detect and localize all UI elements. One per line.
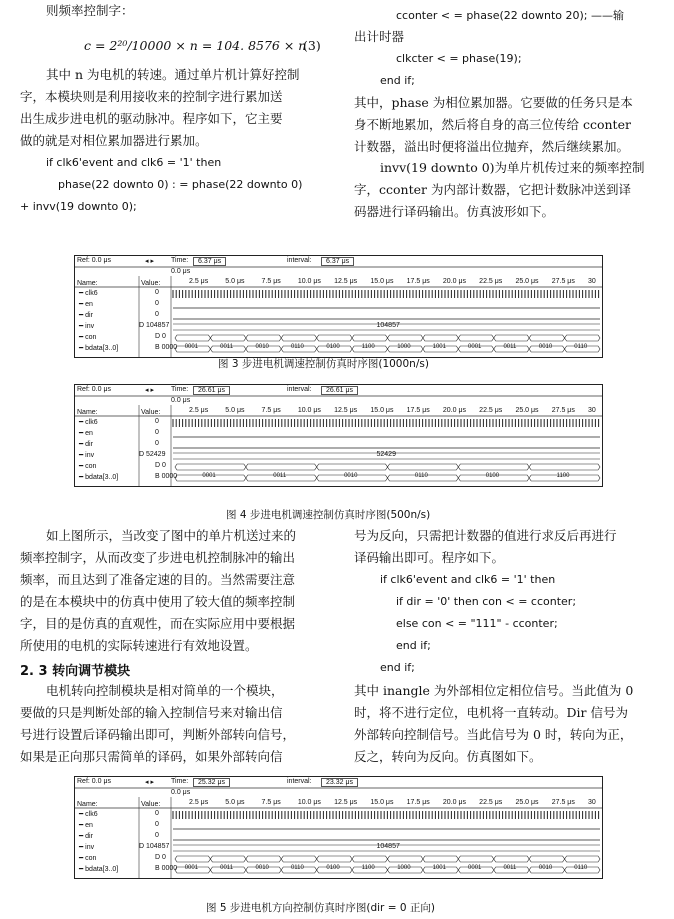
time-tick: 2.5 μs [189, 278, 209, 285]
equation: c = 2²⁰/10000 × n = 104. 8576 × n [84, 38, 307, 53]
bus-segment [175, 335, 210, 341]
text-line: 字，cconter 为内部计数器，它把计数脉冲送到译 [354, 182, 631, 197]
text-line: 做的就是对相位累加器进行累加。 [20, 133, 208, 148]
bus-segment [565, 335, 600, 341]
time-tick: 2.5 μs [189, 407, 209, 414]
clock-waveform [173, 290, 599, 298]
bus-segment [317, 335, 352, 341]
signal-name: ━ inv [79, 452, 95, 459]
time-tick: 22.5 μs [479, 799, 503, 806]
bdata-value: 0001 [468, 865, 482, 871]
time-tick: 7.5 μs [261, 799, 281, 806]
interval-field: 26.61 μs [321, 386, 358, 395]
signal-name: ━ clk6 [79, 290, 98, 297]
signal-value: 0 [155, 289, 159, 296]
signal-value: B 0000 [155, 865, 178, 872]
time-tick: 7.5 μs [261, 278, 281, 285]
text-line: 电机转向控制模块是相对简单的一个模块， [46, 683, 284, 698]
time-tick: 17.5 μs [406, 278, 430, 285]
time-tick: 30 [588, 407, 596, 414]
bus-segment [352, 856, 387, 862]
signal-value: D 104857 [139, 322, 170, 329]
bdata-value: 0011 [220, 865, 234, 871]
time-tick: 25.0 μs [515, 278, 539, 285]
bdata-value: 0010 [344, 473, 358, 479]
bus-value-label: 104857 [376, 322, 400, 329]
interval-label: interval: [287, 778, 312, 785]
time-zero-label: 0.0 μs [171, 397, 191, 404]
signal-name: ━ con [79, 334, 97, 341]
signal-name: ━ bdata[3..0] [79, 474, 119, 481]
bus-segment [388, 464, 459, 470]
bus-segment [352, 335, 387, 341]
bdata-value: 0110 [574, 344, 588, 350]
signal-value: D 0 [155, 333, 166, 340]
cursor-nav-icon: ◂ ▸ [145, 387, 154, 394]
name-header: Name: [77, 409, 98, 416]
signal-name: ━ en [79, 301, 93, 308]
bus-segment [529, 856, 564, 862]
text-line: 其中 n 为电机的转速。通过单片机计算好控制 [46, 67, 300, 82]
bus-segment [388, 335, 423, 341]
bdata-value: 0011 [273, 473, 287, 479]
code-line: clkcter < = phase(19); [396, 52, 522, 65]
bus-segment [565, 856, 600, 862]
time-tick: 10.0 μs [297, 799, 321, 806]
signal-value: 0 [155, 300, 159, 307]
time-tick: 20.0 μs [442, 799, 467, 806]
bus-segment [458, 464, 529, 470]
bus-value-label: 52429 [376, 451, 396, 458]
bus-segment [423, 856, 458, 862]
figure-caption: 图 4 步进电机调速控制仿真时序图(500n/s) [226, 509, 431, 521]
bdata-value: 0110 [574, 865, 588, 871]
bdata-value: 0011 [220, 344, 234, 350]
text-line: 时，将不进行定位，电机将一直转动。Dir 信号为 [354, 705, 628, 720]
name-header: Name: [77, 280, 98, 287]
signal-value: 0 [155, 418, 159, 425]
bdata-value: 0010 [255, 344, 269, 350]
time-label: Time: [171, 778, 189, 785]
bus-segment [281, 856, 316, 862]
time-tick: 30 [588, 278, 596, 285]
time-tick: 20.0 μs [442, 407, 467, 414]
interval-label: interval: [287, 386, 312, 393]
time-tick: 12.5 μs [334, 278, 358, 285]
text-line: 其中 inangle 为外部相位定相位信号。当此值为 0 [354, 683, 634, 698]
time-tick: 5.0 μs [225, 799, 245, 806]
code-line: phase(22 downto 0) : = phase(22 downto 0) [58, 178, 303, 191]
bdata-value: 0010 [538, 344, 553, 350]
time-field: 26.61 μs [193, 386, 230, 395]
time-tick: 12.5 μs [334, 407, 358, 414]
text-line: invv(19 downto 0)为单片机传过来的频率控制 [380, 160, 645, 175]
time-tick: 10.0 μs [297, 278, 321, 285]
bus-segment [458, 335, 493, 341]
text-line: 字，目的是仿真的直观性，而在实际应用中要根据 [20, 616, 296, 631]
signal-name: ━ dir [79, 833, 93, 840]
text-line: 号进行设置后译码输出即可，判断外部转向信号， [20, 727, 296, 742]
bus-value-label: 104857 [376, 843, 400, 850]
clock-waveform [173, 419, 599, 427]
code-line: end if; [380, 661, 415, 674]
bus-segment [458, 856, 493, 862]
text-line: 字，本模块则是利用接收来的控制字进行累加送 [20, 89, 283, 104]
bdata-value: 0011 [503, 344, 517, 350]
signal-name: ━ clk6 [79, 811, 98, 818]
code-line: if clk6'event and clk6 = '1' then [46, 156, 222, 169]
signal-name: ━ en [79, 430, 93, 437]
signal-value: 0 [155, 429, 159, 436]
text-line: 要做的只是判断处部的输入控制信号来对输出信 [20, 705, 283, 720]
text-line: 如果是正向那只需简单的译码，如果外部转向信 [20, 749, 283, 764]
signal-value: B 0000 [155, 344, 178, 351]
cursor-nav-icon: ◂ ▸ [145, 779, 154, 786]
interval-label: interval: [287, 257, 312, 264]
bdata-value: 0110 [290, 344, 304, 350]
bdata-value: 1000 [397, 865, 411, 871]
text-line: 反之，转向为反向。仿真图如下。 [354, 749, 542, 764]
interval-field: 23.32 μs [321, 778, 358, 787]
time-tick: 27.5 μs [551, 799, 575, 806]
time-field: 25.32 μs [193, 778, 230, 787]
text-line: 外部转向控制信号。当此信号为 0 时，转向为正， [354, 727, 633, 742]
text-line: 译码输出即可。程序如下。 [354, 550, 505, 565]
time-zero-label: 0.0 μs [171, 268, 191, 275]
time-label: Time: [171, 386, 189, 393]
interval-field: 6.37 μs [321, 257, 354, 266]
value-header: Value: [141, 409, 161, 416]
bus-segment [175, 856, 210, 862]
code-line: if dir = '0' then con < = cconter; [396, 595, 577, 608]
text-line: 身不断地累加，然后将自身的高三位传给 cconter [354, 117, 631, 132]
bus-segment [494, 335, 529, 341]
bus-segment [246, 856, 281, 862]
signal-value: D 0 [155, 462, 166, 469]
text-line: 则频率控制字： [46, 3, 134, 18]
ref-field: Ref: 0.0 μs [77, 778, 111, 785]
signal-name: ━ con [79, 855, 97, 862]
bus-segment [210, 856, 245, 862]
equation-number: (3) [303, 38, 321, 53]
bdata-value: 0010 [538, 865, 553, 871]
bdata-value: 0011 [503, 865, 517, 871]
time-tick: 15.0 μs [370, 799, 394, 806]
text-line: 号为反向，只需把计数器的值进行求反后再进行 [354, 528, 617, 543]
section-heading: 2. 3 转向调节模块 [20, 664, 131, 679]
time-tick: 22.5 μs [479, 407, 503, 414]
time-tick: 27.5 μs [551, 278, 575, 285]
bus-segment [210, 335, 245, 341]
time-tick: 2.5 μs [189, 799, 209, 806]
waveform-figure-5 [74, 776, 603, 879]
waveform-figure-3 [74, 255, 603, 358]
bdata-value: 0001 [468, 344, 482, 350]
bdata-value: 1000 [397, 344, 411, 350]
time-tick: 30 [588, 799, 596, 806]
bus-segment [246, 464, 317, 470]
time-tick: 27.5 μs [551, 407, 575, 414]
time-field: 6.37 μs [193, 257, 226, 266]
figure-caption: 图 5 步进电机方向控制仿真时序图(dir = 0 正向) [206, 902, 435, 914]
time-tick: 7.5 μs [261, 407, 281, 414]
bdata-value: 1100 [556, 473, 570, 479]
clock-waveform [173, 811, 599, 819]
signal-value: 0 [155, 440, 159, 447]
value-header: Value: [141, 801, 161, 808]
time-tick: 20.0 μs [442, 278, 467, 285]
signal-value: D 104857 [139, 843, 170, 850]
cursor-nav-icon: ◂ ▸ [145, 258, 154, 265]
signal-name: ━ bdata[3..0] [79, 345, 119, 352]
bdata-value: 0001 [184, 865, 199, 871]
time-tick: 25.0 μs [515, 799, 539, 806]
text-line: 出计时器 [354, 29, 405, 44]
time-tick: 22.5 μs [479, 278, 503, 285]
bus-segment [317, 856, 352, 862]
code-line: if clk6'event and clk6 = '1' then [380, 573, 556, 586]
bus-segment [317, 464, 388, 470]
time-tick: 5.0 μs [225, 407, 245, 414]
signal-value: 0 [155, 311, 159, 318]
bdata-value: 0001 [184, 344, 199, 350]
ref-field: Ref: 0.0 μs [77, 386, 111, 393]
bdata-value: 0100 [326, 344, 340, 350]
signal-name: ━ bdata[3..0] [79, 866, 119, 873]
time-tick: 25.0 μs [515, 407, 539, 414]
bus-segment [175, 464, 246, 470]
bdata-value: 1100 [361, 344, 375, 350]
bdata-value: 0010 [255, 865, 269, 871]
time-zero-label: 0.0 μs [171, 789, 191, 796]
time-tick: 12.5 μs [334, 799, 358, 806]
bdata-value: 0001 [202, 473, 216, 479]
figure-caption: 图 3 步进电机调速控制仿真时序图(1000n/s) [218, 358, 429, 370]
bus-segment [529, 335, 564, 341]
signal-value: 0 [155, 810, 159, 817]
code-line: cconter < = phase(22 downto 20); ——输 [396, 9, 625, 22]
bdata-value: 0100 [485, 473, 500, 479]
code-line: else con < = "111" - cconter; [396, 617, 558, 630]
code-line: end if; [396, 639, 431, 652]
bus-segment [246, 335, 281, 341]
text-line: 码器进行译码输出。仿真波形如下。 [354, 204, 555, 219]
bdata-value: 1001 [432, 865, 446, 871]
text-line: 的是在本模块中的仿真中使用了较大值的频率控制 [20, 594, 296, 609]
time-tick: 15.0 μs [370, 278, 394, 285]
text-line: 频率，而且达到了准备定速的目的。当然需要注意 [20, 572, 296, 587]
waveform-figure-4 [74, 384, 603, 487]
bdata-value: 1001 [432, 344, 446, 350]
value-header: Value: [141, 280, 161, 287]
code-line: end if; [380, 74, 415, 87]
bdata-value: 0110 [414, 473, 428, 479]
signal-name: ━ inv [79, 844, 95, 851]
text-line: 如上图所示，当改变了图中的单片机送过来的 [46, 528, 297, 543]
bdata-value: 0110 [290, 865, 304, 871]
ref-field: Ref: 0.0 μs [77, 257, 111, 264]
code-line: + invv(19 downto 0); [20, 200, 137, 213]
bus-segment [388, 856, 423, 862]
signal-name: ━ dir [79, 441, 93, 448]
signal-name: ━ en [79, 822, 93, 829]
text-line: 计数器，溢出时便将溢出位抛弃，然后继续累加。 [354, 139, 630, 154]
signal-name: ━ inv [79, 323, 95, 330]
text-line: 所使用的电机的实际转速进行有效地设置。 [20, 638, 258, 653]
bus-segment [281, 335, 316, 341]
bus-segment [529, 464, 600, 470]
signal-value: D 52429 [139, 451, 166, 458]
time-tick: 5.0 μs [225, 278, 245, 285]
signal-value: B 0000 [155, 473, 178, 480]
signal-value: 0 [155, 821, 159, 828]
time-tick: 17.5 μs [406, 407, 430, 414]
signal-value: 0 [155, 832, 159, 839]
name-header: Name: [77, 801, 98, 808]
signal-name: ━ clk6 [79, 419, 98, 426]
bdata-value: 1100 [361, 865, 375, 871]
bdata-value: 0100 [326, 865, 340, 871]
signal-name: ━ dir [79, 312, 93, 319]
text-line: 频率控制字，从而改变了步进电机控制脉冲的输出 [20, 550, 296, 565]
time-tick: 10.0 μs [297, 407, 321, 414]
time-tick: 17.5 μs [406, 799, 430, 806]
bus-segment [423, 335, 458, 341]
text-line: 出生成步进电机的驱动脉冲。程序如下，它主要 [20, 111, 283, 126]
text-line: 其中，phase 为相位累加器。它要做的任务只是本 [354, 95, 633, 110]
bus-segment [494, 856, 529, 862]
time-label: Time: [171, 257, 189, 264]
signal-name: ━ con [79, 463, 97, 470]
signal-value: D 0 [155, 854, 166, 861]
time-tick: 15.0 μs [370, 407, 394, 414]
